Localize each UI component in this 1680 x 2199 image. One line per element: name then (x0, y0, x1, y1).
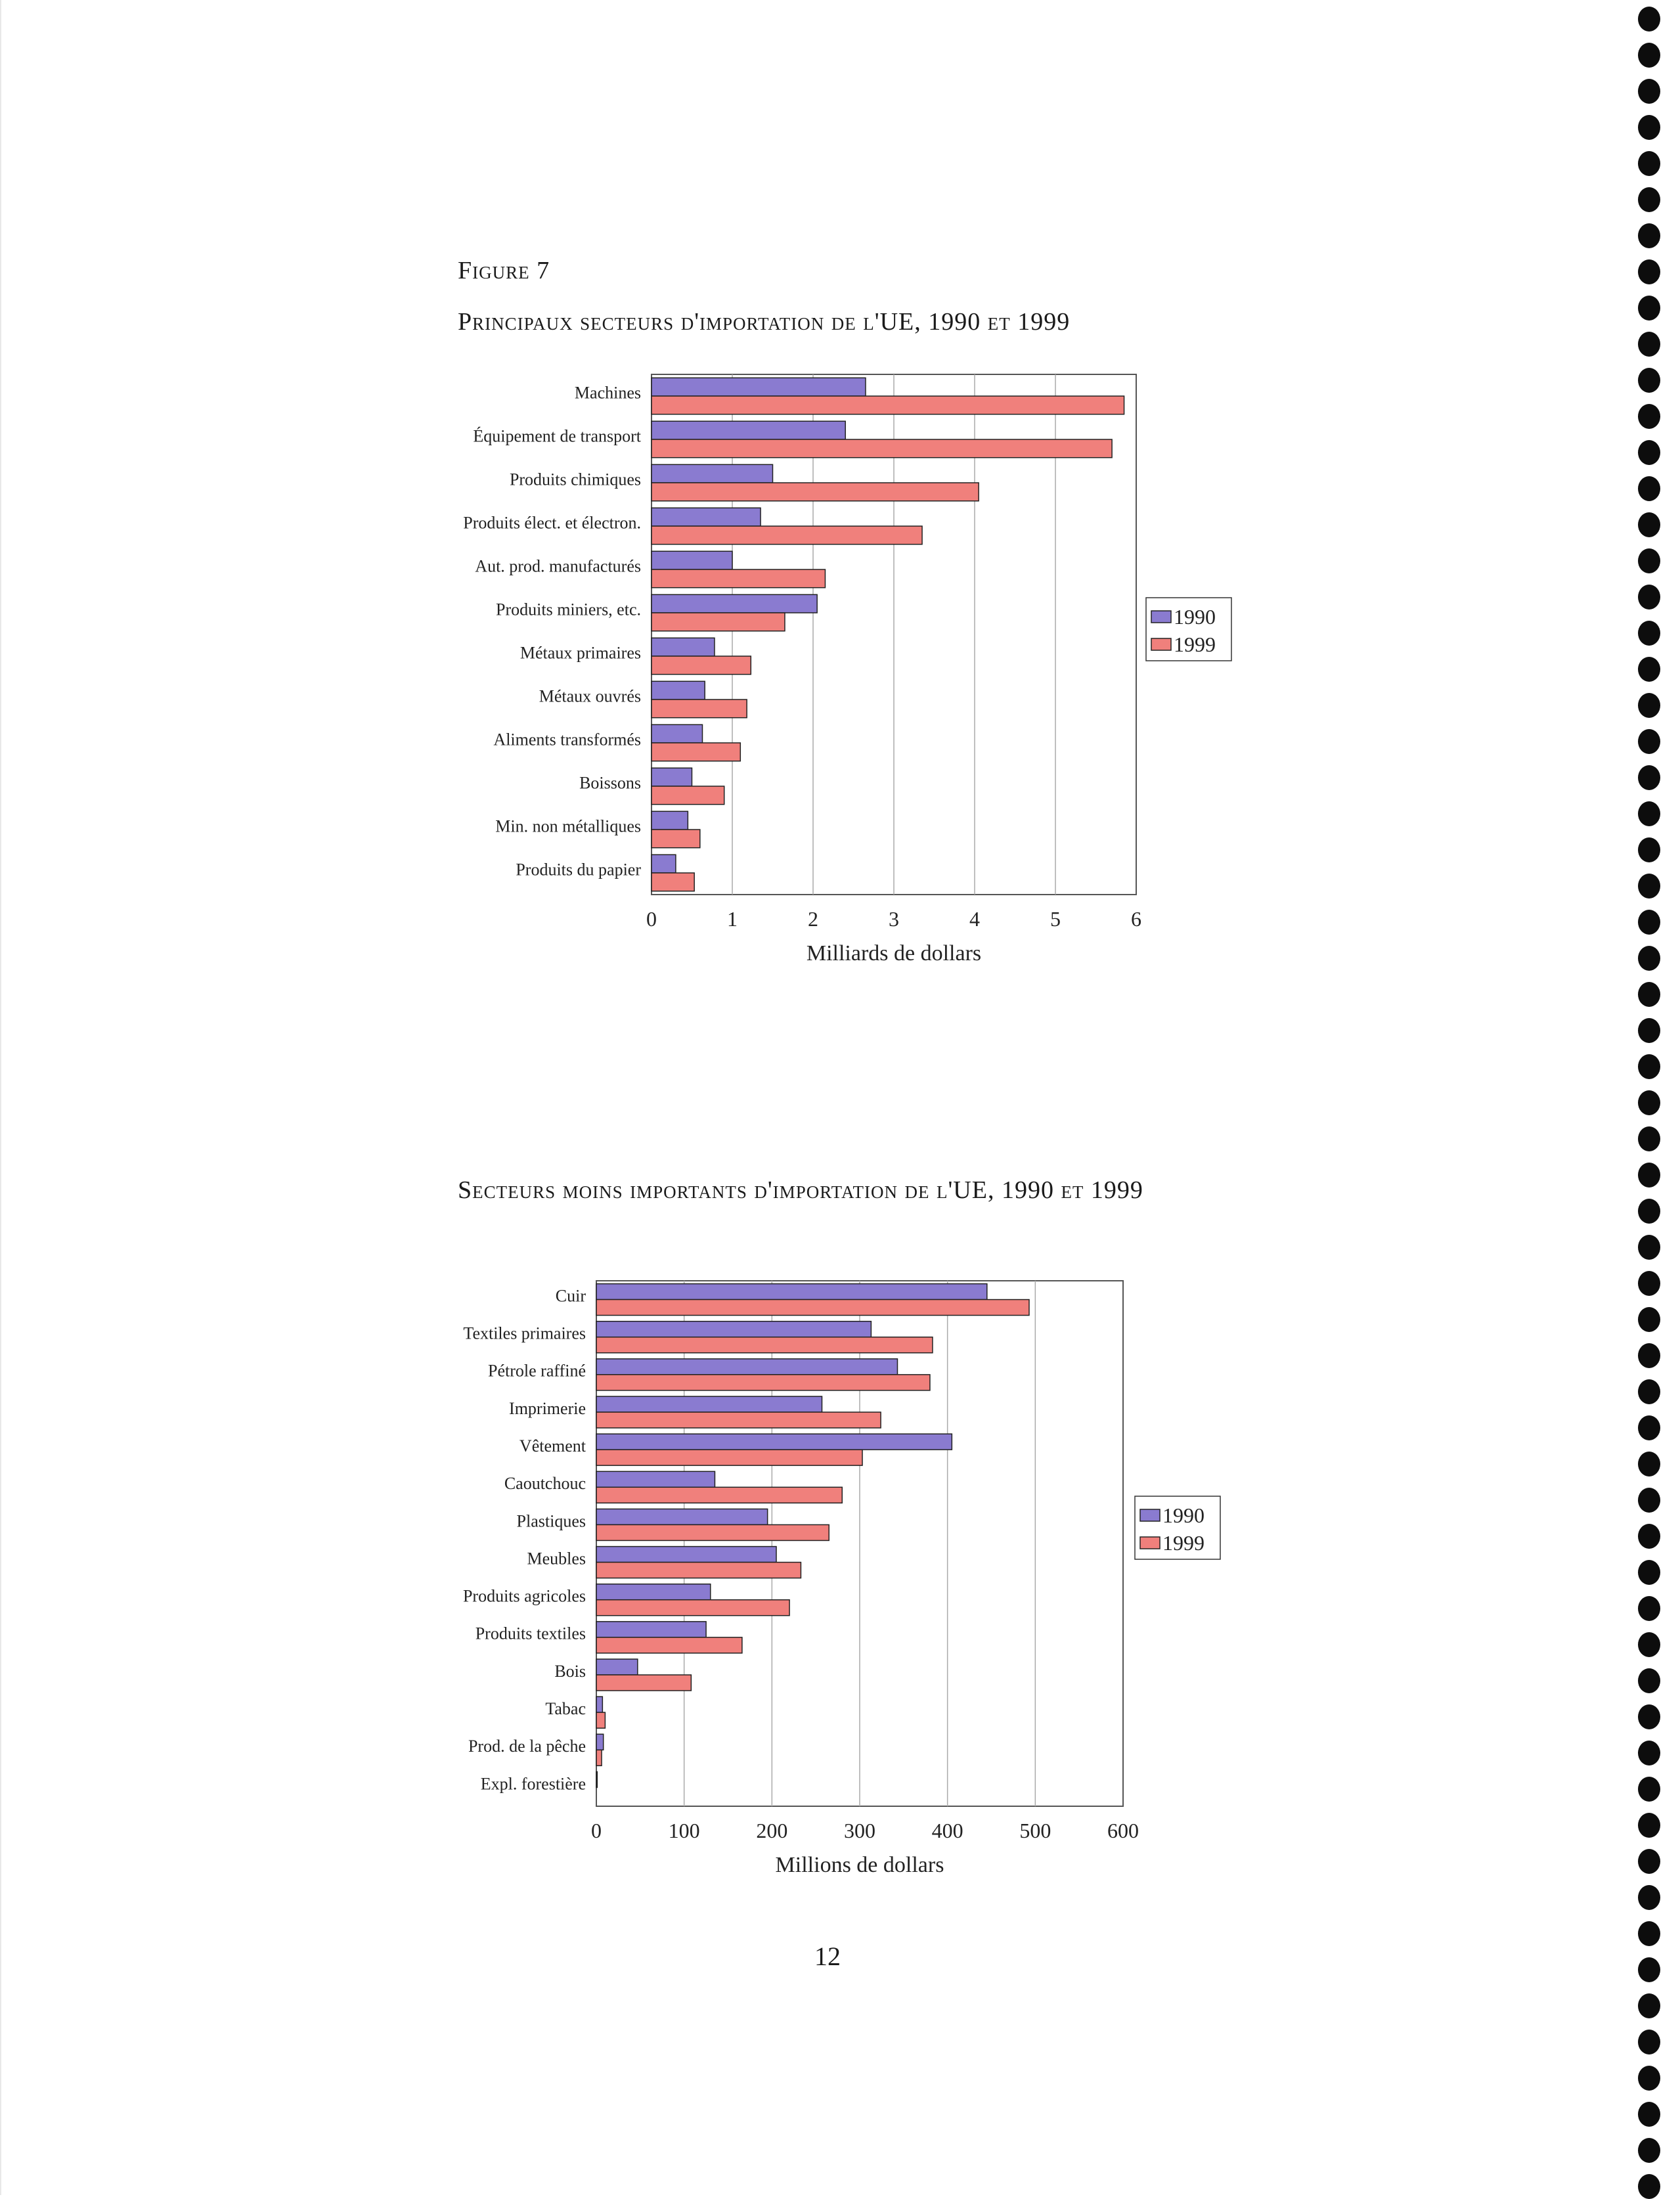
bar-1990 (652, 638, 715, 656)
bar-1990 (596, 1471, 715, 1487)
binding-hole (1638, 43, 1660, 68)
binding-hole (1638, 1488, 1660, 1513)
legend-label-1999: 1999 (1162, 1531, 1205, 1555)
x-axis-title: Millions de dollars (775, 1853, 944, 1877)
bar-1999 (652, 439, 1112, 458)
bar-1990 (596, 1322, 871, 1337)
category-label: Boissons (579, 773, 641, 793)
binding-hole (1638, 621, 1660, 646)
category-label: Expl. forestière (480, 1774, 586, 1794)
category-label: Bois (554, 1661, 586, 1681)
binding-hole (1638, 946, 1660, 971)
category-label: Métaux primaires (519, 643, 641, 663)
binding-hole (1638, 332, 1660, 357)
bar-1999 (596, 1712, 605, 1728)
binding-hole (1638, 2102, 1660, 2127)
binding-hole (1638, 1235, 1660, 1260)
bar-1999 (596, 1450, 862, 1465)
bar-1990 (652, 464, 773, 483)
binding-hole (1638, 512, 1660, 537)
binding-hole (1638, 476, 1660, 501)
binding-hole (1638, 910, 1660, 935)
category-label: Produits miniers, etc. (496, 600, 641, 619)
binding-hole (1638, 1741, 1660, 1766)
binding-hole (1638, 1343, 1660, 1368)
bar-1999 (596, 1750, 602, 1766)
binding-hole (1638, 1415, 1660, 1440)
x-tick-label: 0 (646, 907, 657, 931)
bar-1999 (652, 396, 1124, 414)
binding-hole (1638, 187, 1660, 212)
bar-1999 (652, 656, 751, 675)
legend-swatch-1999 (1151, 638, 1171, 650)
binding-hole (1638, 1957, 1660, 1982)
binding-hole (1638, 837, 1660, 862)
binding-hole (1638, 1777, 1660, 1802)
binding-hole (1638, 1560, 1660, 1585)
bar-1999 (652, 569, 825, 588)
category-label: Métaux ouvrés (539, 686, 641, 706)
category-label: Produits du papier (516, 860, 641, 879)
x-tick-label: 6 (1131, 907, 1141, 931)
binding-hole (1638, 7, 1660, 32)
x-tick-label: 300 (844, 1819, 875, 1842)
bar-1990 (652, 811, 688, 830)
bar-1999 (596, 1675, 691, 1691)
binding-hole (1638, 1885, 1660, 1910)
legend-label-1999: 1999 (1174, 633, 1216, 656)
binding-hole (1638, 982, 1660, 1007)
binding-hole (1638, 1921, 1660, 1946)
category-label: Aliments transformés (493, 730, 641, 749)
binding-hole (1638, 368, 1660, 393)
binding-hole (1638, 2066, 1660, 2091)
bar-1999 (652, 830, 700, 848)
category-label: Produits chimiques (509, 470, 641, 489)
bar-1999 (652, 613, 785, 631)
binding-hole (1638, 765, 1660, 790)
bar-1999 (652, 483, 979, 501)
bar-1999 (596, 1524, 829, 1540)
category-label: Plastiques (516, 1511, 586, 1531)
category-label: Meubles (527, 1549, 586, 1568)
binding-hole (1638, 296, 1660, 321)
legend-swatch-1999 (1140, 1537, 1160, 1549)
x-tick-label: 4 (969, 907, 980, 931)
category-label: Imprimerie (509, 1398, 586, 1418)
bar-1990 (596, 1584, 711, 1600)
x-tick-label: 200 (756, 1819, 788, 1842)
bar-1999 (596, 1600, 789, 1616)
bar-1999 (596, 1337, 933, 1353)
category-label: Pétrole raffiné (488, 1361, 586, 1381)
bar-1990 (596, 1359, 897, 1375)
category-label: Produits agricoles (462, 1586, 586, 1606)
binding-hole (1638, 1596, 1660, 1621)
binding-holes (1627, 0, 1680, 2195)
category-label: Équipement de transport (473, 426, 641, 446)
binding-hole (1638, 1054, 1660, 1079)
bar-1990 (596, 1622, 706, 1637)
category-label: Prod. de la pêche (468, 1737, 586, 1756)
bar-1999 (596, 1375, 930, 1390)
binding-hole (1638, 2174, 1660, 2199)
bar-1990 (652, 724, 702, 743)
category-label: Min. non métalliques (495, 816, 641, 836)
chart-1 (0, 342, 1261, 972)
binding-hole (1638, 1993, 1660, 2018)
binding-hole (1638, 657, 1660, 682)
bar-1990 (596, 1396, 822, 1412)
bar-1990 (652, 681, 705, 700)
binding-hole (1638, 801, 1660, 826)
bar-1990 (652, 421, 845, 439)
legend (1135, 1496, 1220, 1559)
bar-1990 (596, 1509, 768, 1524)
x-tick-label: 600 (1107, 1819, 1139, 1842)
binding-hole (1638, 1163, 1660, 1188)
binding-hole (1638, 1849, 1660, 1874)
bar-1990 (652, 551, 732, 569)
bar-1990 (596, 1771, 597, 1787)
binding-hole (1638, 1813, 1660, 1838)
x-tick-label: 0 (591, 1819, 602, 1842)
binding-hole (1638, 548, 1660, 573)
binding-hole (1638, 2030, 1660, 2055)
figure-caption: Figure 7 (458, 257, 550, 284)
bar-1990 (596, 1659, 638, 1675)
bar-1990 (652, 594, 817, 613)
category-label: Vêtement (519, 1436, 586, 1455)
binding-hole (1638, 1379, 1660, 1404)
binding-hole (1638, 1668, 1660, 1693)
legend-label-1990: 1990 (1174, 605, 1216, 629)
x-tick-label: 5 (1050, 907, 1061, 931)
x-tick-label: 500 (1019, 1819, 1051, 1842)
binding-hole (1638, 1452, 1660, 1477)
binding-hole (1638, 1704, 1660, 1729)
chart-2 (0, 1248, 1261, 1898)
legend (1146, 598, 1231, 661)
binding-hole (1638, 440, 1660, 465)
binding-hole (1638, 1307, 1660, 1332)
binding-hole (1638, 223, 1660, 248)
binding-hole (1638, 729, 1660, 754)
bar-1990 (652, 768, 692, 786)
category-label: Cuir (555, 1286, 586, 1306)
binding-hole (1638, 259, 1660, 284)
bar-1999 (596, 1487, 842, 1503)
category-label: Aut. prod. manufacturés (475, 556, 641, 576)
binding-hole (1638, 2138, 1660, 2163)
legend-swatch-1990 (1140, 1509, 1160, 1521)
binding-hole (1638, 1524, 1660, 1549)
bar-1999 (652, 743, 740, 761)
category-label: Machines (574, 383, 641, 403)
binding-hole (1638, 115, 1660, 140)
bar-1999 (652, 873, 694, 891)
binding-hole (1638, 693, 1660, 718)
binding-hole (1638, 1271, 1660, 1296)
bar-1990 (596, 1697, 602, 1712)
binding-hole (1638, 79, 1660, 104)
bar-1999 (596, 1637, 742, 1653)
chart-2-title: Secteurs moins importants d'importation de l'UE, 1990 et 1999 (458, 1176, 1143, 1204)
bar-1999 (652, 786, 724, 805)
bar-1999 (652, 526, 922, 544)
page-number: 12 (814, 1942, 841, 1971)
bar-1999 (596, 1563, 801, 1578)
bar-1990 (652, 855, 676, 873)
x-tick-label: 100 (668, 1819, 700, 1842)
category-label: Caoutchouc (504, 1474, 586, 1494)
x-tick-label: 3 (889, 907, 899, 931)
bar-1990 (652, 508, 761, 526)
category-label: Produits élect. et électron. (463, 513, 641, 533)
chart-1-title: Principaux secteurs d'importation de l'UE, 1990 et 1999 (458, 308, 1071, 336)
x-tick-label: 2 (808, 907, 818, 931)
binding-hole (1638, 1018, 1660, 1043)
legend-label-1990: 1990 (1162, 1503, 1205, 1527)
x-tick-label: 1 (727, 907, 738, 931)
binding-hole (1638, 404, 1660, 429)
bar-1999 (596, 1412, 881, 1428)
bar-1990 (596, 1734, 604, 1750)
binding-hole (1638, 1126, 1660, 1151)
x-axis-title: Milliards de dollars (806, 941, 982, 966)
category-label: Textiles primaires (463, 1323, 586, 1343)
x-tick-label: 400 (931, 1819, 963, 1842)
bar-1990 (596, 1284, 987, 1300)
binding-hole (1638, 874, 1660, 899)
category-label: Produits textiles (475, 1624, 586, 1643)
bar-1999 (596, 1300, 1029, 1316)
bar-1990 (596, 1547, 776, 1563)
bar-1999 (652, 700, 747, 718)
bar-1990 (596, 1434, 952, 1450)
binding-hole (1638, 151, 1660, 176)
legend-swatch-1990 (1151, 611, 1171, 623)
binding-hole (1638, 1199, 1660, 1224)
category-label: Tabac (545, 1699, 586, 1718)
bar-1990 (652, 378, 866, 396)
binding-hole (1638, 585, 1660, 610)
binding-hole (1638, 1090, 1660, 1115)
binding-hole (1638, 1632, 1660, 1657)
